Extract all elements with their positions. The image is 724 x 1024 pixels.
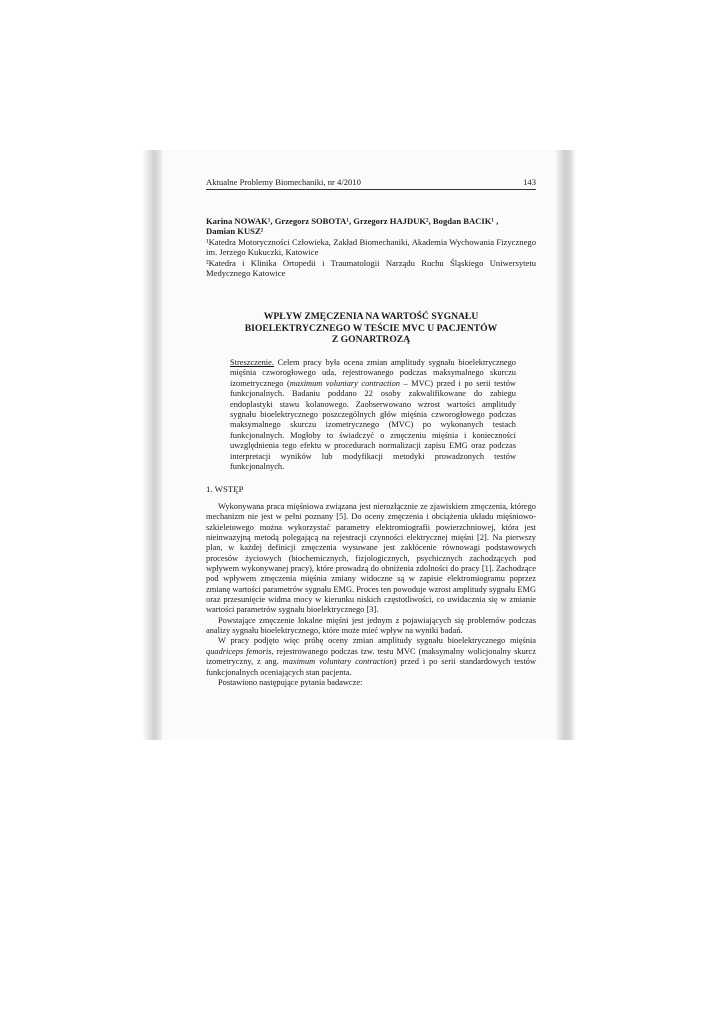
paragraph-3-italic-1: quadriceps femoris [206, 646, 272, 656]
abstract-italic-term: maximum voluntary contraction [289, 378, 400, 388]
abstract-text-2: – MVC) przed i po serii testów funkcjonalnych. Badaniu poddano 22 osoby zakwalifikowane do zabiegu endoplastyki stawu kolanowego. Zaobserwowano wzrost wartości amplitudy sygnału bioelektrycznego poszczególnych głów mięśnia czworogłowego podczas maksymalnego skurczu izometrycznego (MVC) po wykonanych testach funkcjonalnych. Mogłoby to świadczyć o zmęczeniu mięśnia i konieczności uwzględnienia tego efektu w procedurach normalizacji zapisu EMG oraz podczas interpretacji wyników lub modyfikacji metodyki prowadzonych testów funkcjonalnych. [230, 378, 516, 472]
section-heading: 1. WSTĘP [206, 484, 244, 494]
title-line-3: Z GONARTROZĄ [331, 334, 411, 346]
author-names-line-1: Karina NOWAK¹, Grzegorz SOBOTA¹, Grzegorz HAJDUK², Bogdan BACIK¹ , [206, 216, 499, 226]
running-header [206, 177, 536, 190]
abstract [230, 358, 516, 472]
scan-shadow-left [142, 150, 162, 740]
paragraph-1: Wykonywana praca mięśniowa związana jest nierozłącznie ze zjawiskiem zmęczenia, którego mechanizm nie jest w pełni poznany [5]. Do oceny zmęczenia i obciążenia układu mięśniowo-szkieletowego można wykorzystać parametry elektromiografii powierzchniowej, która jest nieinwazyjną metodą polegającą na rejestracji czynności elektrycznej mięśni [2]. Na pierwszy plan, w każdej definicji zmęczenia wysuwane jest zakłócenie równowagi podstawowych procesów życiowych (biochemicznych, fizjologicznych, psychicznych zachodzących pod wpływem wykonywanej pracy), które prowadzą do obniżenia zdolności do pracy [1]. Zachodzące pod wpływem zmęczenia mięśnia zmiany widoczne są w zapisie elektromiogramu poprzez zmianę wartości parametrów sygnału EMG. Proces ten powoduje wzrost amplitudy sygnału EMG oraz przesunięcie widma mocy w kierunku niskich częstotliwości, co uwidacznia się w zmianie wartości parametrów sygnału bioelektrycznego [3]. [206, 502, 536, 615]
paragraph-4: Postawiono następujące pytania badawcze: [218, 677, 363, 687]
author-block [206, 216, 536, 278]
paragraph-3-text-a: W pracy podjęto więc próbę oceny zmian amplitudy sygnału bioelektrycznego mięśnia [218, 636, 536, 646]
journal-name: Aktualne Problemy Biomechaniki, nr 4/2010 [206, 177, 361, 187]
body-text [206, 502, 536, 688]
page-number: 143 [523, 177, 536, 187]
title-line-1: WPŁYW ZMĘCZENIA NA WARTOŚĆ SYGNAŁU [263, 311, 479, 322]
author-names-line-2: Damian KUSZ² [206, 226, 264, 237]
affiliation-2: ²Katedra i Klinika Ortopedii i Traumatologii Narządu Ruchu Śląskiego Uniwersytetu Medycznego Katowice [206, 257, 536, 279]
paragraph-3-text-b: , rejestrowanego podczas tzw. testu MVC (maksymalny wolicjonalny skurcz izometryczny, z ang. [206, 646, 536, 667]
abstract-text-1: Celem pracy była ocena zmian amplitudy sygnału bioelektrycznego mięśnia czworogłowego uda, rejestrowanego podczas maksymalnego skurczu izometrycznego ( [230, 358, 516, 388]
affiliation-1: ¹Katedra Motoryczności Człowieka, Zakład Biomechaniki, Akademia Wychowania Fizycznego im. Jerzego Kukuczki, Katowice [206, 236, 536, 258]
paragraph-3 [206, 636, 536, 677]
scan-shadow-right [556, 150, 576, 740]
abstract-label: Streszczenie. [230, 358, 274, 367]
paragraph-3-italic-2: maximum voluntary contraction [282, 657, 394, 667]
paper-title [206, 311, 536, 346]
title-line-2: BIOELEKTRYCZNEGO W TEŚCIE MVC U PACJENTÓW [244, 322, 498, 334]
paragraph-2: Powstające zmęczenie lokalne mięśni jest jednym z pojawiających się problemów podczas analizy sygnału bioelektrycznego, które może mieć wpływ na wyniki badań. [206, 615, 536, 636]
paragraph-3-text-c: ) przed i po serii standardowych testów funkcjonalnych oceniających stan pacjenta. [206, 657, 537, 677]
